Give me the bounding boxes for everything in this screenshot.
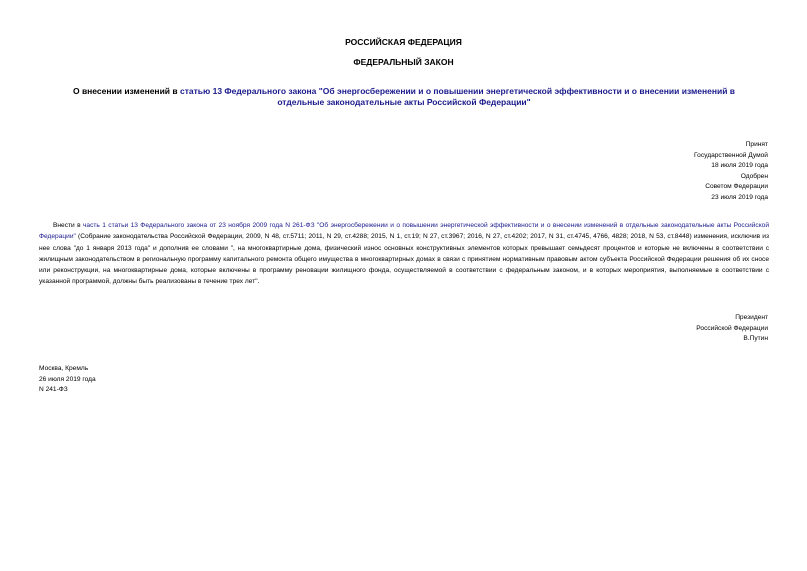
- law-title-link[interactable]: статью 13 Федерального закона "Об энергосбережении и о повышении энергетической эффективности и о внесении изменений в отдельные законодательные акты Российской Федерации": [179, 86, 736, 107]
- adopted-label: Принят: [745, 141, 768, 148]
- adopted-by: Государственной Думой: [694, 151, 768, 159]
- approved-date: 23 июля 2019 года: [711, 193, 768, 201]
- place-date-block: [39, 364, 96, 396]
- place-name: Москва, Кремль: [39, 365, 89, 372]
- signature-block: [696, 313, 768, 345]
- law-title: [52, 86, 756, 108]
- body-intro: Внести в: [53, 222, 83, 229]
- signature-title: Президент: [735, 314, 768, 321]
- adoption-block: [694, 140, 768, 203]
- body-link-article[interactable]: часть 1 статьи 13 Федерального закона от 23 ноября 2009 года N 261-ФЗ "Об энергосбережении и о повышении энергетической эффективности и о внесении изменений в отдельные законодательные акты Российской Федерации": [39, 222, 770, 241]
- adopted-date: 18 июля 2019 года: [711, 162, 768, 169]
- document-type-heading: ФЕДЕРАЛЬНЫЙ ЗАКОН: [353, 57, 454, 67]
- approved-by: Советом Федерации: [705, 183, 768, 190]
- signing-date: 26 июля 2019 года: [39, 375, 96, 383]
- country-heading: РОССИЙСКАЯ ФЕДЕРАЦИЯ: [345, 37, 462, 47]
- signature-country: Российской Федерации: [696, 324, 768, 332]
- signature-name: В.Путин: [743, 335, 768, 343]
- approved-label: Одобрен: [740, 172, 768, 180]
- law-number: N 241-ФЗ: [39, 386, 68, 394]
- body-text: (Собрание законодательства Российской Федерации, 2009, N 48, ст.5711; 2011, N 29, ст.4288; 2015, N 1, ст.19; N 27, ст.3967; 2016, N 27, ст.4202; 2017, N 31, ст.4745, 4766, 4828; 2018, N 53, ст.8448) изменения, исключив из нее слова "до 1 января 2013 года" и дополнив ее словами ", на многоквартирные дома, физический износ основных конструктивных элементов которых превышает семьдесят процентов и которые не включены в соответствии с жилищным законодательством в региональную программу капитального ремонта общего имущества в многоквартирных домах в связи с принятием нормативным правовым актом субъекта Российской Федерации решения об их сносе или реконструкции, на многоквартирные дома, которые включены в программу реновации жилищного фонда, осуществляемой в соответствии с федеральным законом, и в которых мероприятия, выполняемые в соответствии с указанной программой, должны быть реализованы в течение трех лет".: [39, 233, 769, 286]
- law-title-prefix: О внесении изменений в: [72, 86, 180, 96]
- law-body-paragraph: [39, 220, 769, 288]
